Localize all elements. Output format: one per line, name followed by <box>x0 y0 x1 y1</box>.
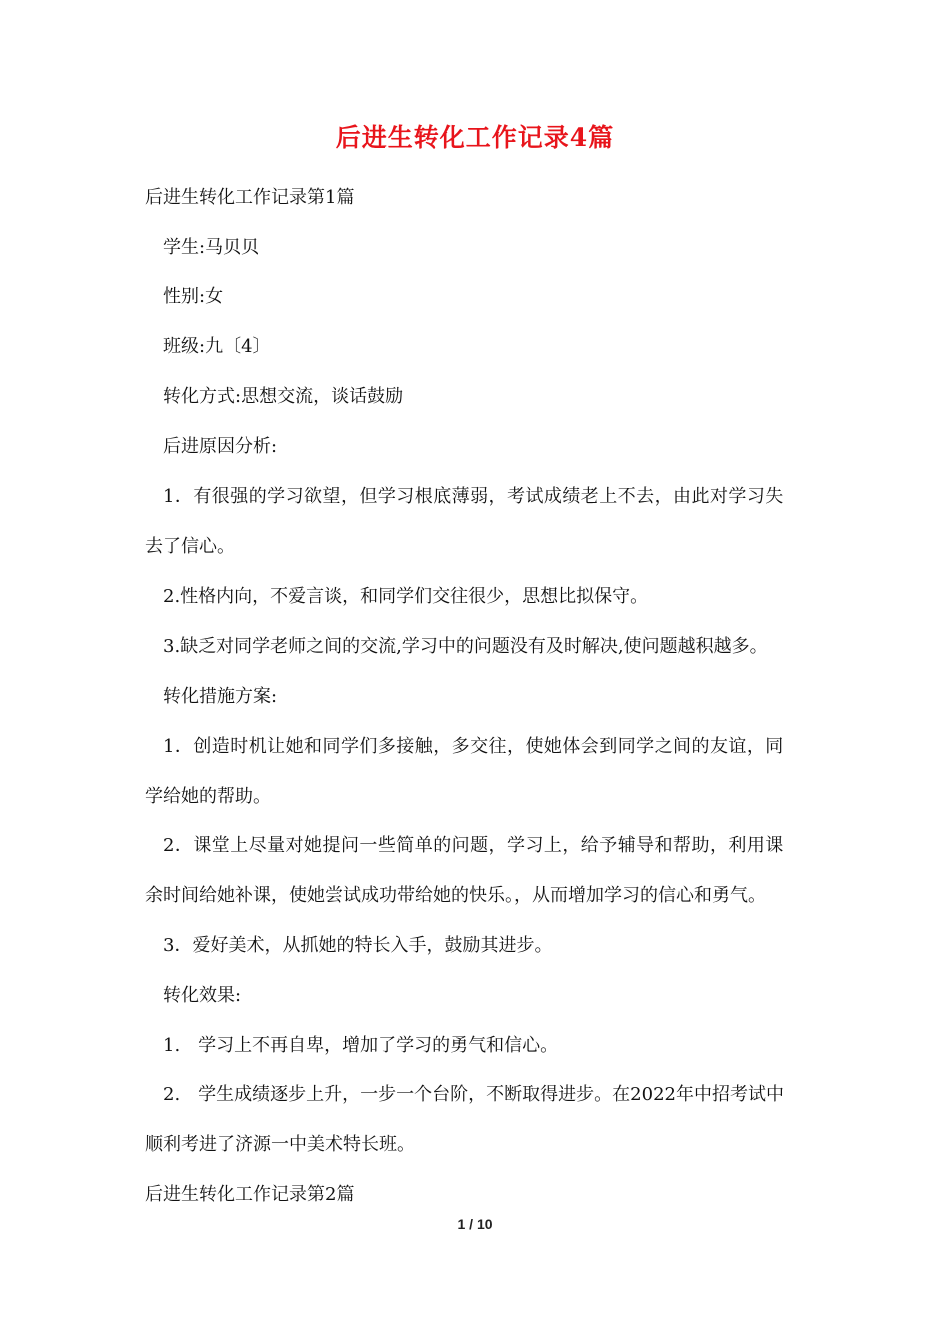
cause-item-2: 2.性格内向，不爱言谈，和同学们交往很少，思想比拟保守。 <box>163 586 649 607</box>
measure-item-1-continued: 学给她的帮助。 <box>145 786 271 807</box>
effect-item-2-continued: 顺利考进了济源一中美术特长班。 <box>145 1134 415 1155</box>
measures-heading: 转化措施方案: <box>163 686 278 707</box>
page-indicator: 1 / 10 <box>457 1216 493 1232</box>
section-heading-2: 后进生转化工作记录第2篇 <box>145 1184 355 1205</box>
section-heading-1: 后进生转化工作记录第1篇 <box>145 187 355 208</box>
measure-item-2: 2．课堂上尽量对她提问一些简单的问题，学习上，给予辅导和帮助，利用课 <box>163 835 784 856</box>
measure-item-2-continued: 余时间给她补课，使她尝试成功带给她的快乐。，从而增加学习的信心和勇气。 <box>145 885 766 906</box>
document-title: 后进生转化工作记录4篇 <box>335 123 615 152</box>
effect-item-1: 1. 学习上不再自卑，增加了学习的勇气和信心。 <box>163 1035 559 1056</box>
effect-item-2: 2. 学生成绩逐步上升，一步一个台阶，不断取得进步。在2022年中招考试中 <box>163 1084 784 1105</box>
effect-heading: 转化效果: <box>163 985 242 1006</box>
cause-analysis-heading: 后进原因分析: <box>163 436 278 457</box>
cause-item-1: 1．有很强的学习欲望，但学习根底薄弱，考试成绩老上不去，由此对学习失 <box>163 486 784 507</box>
cause-item-3: 3.缺乏对同学老师之间的交流,学习中的问题没有及时解决,使问题越积越多。 <box>163 636 768 657</box>
conversion-method: 转化方式:思想交流，谈话鼓励 <box>163 386 404 407</box>
student-name: 学生:马贝贝 <box>163 237 260 258</box>
measure-item-1: 1．创造时机让她和同学们多接触，多交往，使她体会到同学之间的友谊，同 <box>163 736 784 757</box>
student-gender: 性别:女 <box>163 286 224 307</box>
cause-item-1-continued: 去了信心。 <box>145 536 235 557</box>
student-class: 班级:九〔4〕 <box>163 336 271 357</box>
measure-item-3: 3．爱好美术，从抓她的特长入手，鼓励其进步。 <box>163 935 553 956</box>
